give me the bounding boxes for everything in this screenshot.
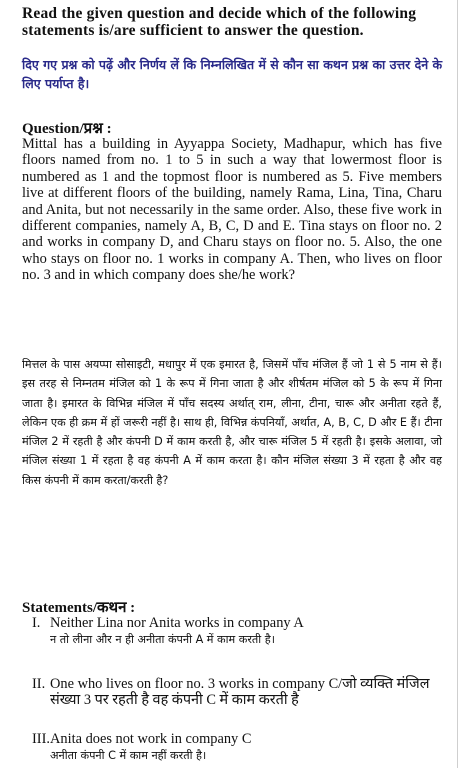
statements-heading: Statements/कथन : [22, 600, 136, 616]
statement-text-hindi: न तो लीना और न ही अनीता कंपनी A में काम करती है। [50, 633, 275, 647]
instructions-hindi: दिए गए प्रश्न को पढ़ें और निर्णय लें कि निम्नलिखित में से कौन सा कथन प्रश्न का उत्तर देने के लिए पर्याप्त है। [22, 57, 443, 91]
statement-text-hindi: अनीता कंपनी C में काम नहीं करती है। [50, 749, 207, 763]
statement-text-english: Neither Lina nor Anita works in company A [50, 615, 304, 631]
statement-number: II. [32, 676, 46, 692]
statement-text-english: One who lives on floor no. 3 works in company C/जो व्यक्ति मंजिल संख्या 3 पर रहती है वह कंपनी C में काम करती है [50, 676, 430, 709]
question-text-hindi: मित्तल के पास अयप्पा सोसाइटी, मधापुर में एक इमारत है, जिसमें पाँच मंजिल हैं जो 1 से 5 नाम से हैं। इस तरह से निम्नतम मंजिल को 1 के रूप में गिना जाता है और शीर्षतम मंजिल को 5 के रूप में गिना जाता है। इमारत के विभिन्न मंजिल में पाँच सदस्य अर्थात् राम, लीना, टीना, चारू और अनीता रहते हैं, लेकिन एक ही क्रम में हों जरूरी नहीं है। साथ ही, विभिन्न कंपनियाँ, अर्थात, A, B, C, D और E हैं। टीना मंजिल 2 में रहती है और कंपनी D में काम करती है, और चारू मंजिल 5 में रहती है। इसके अलावा, जो मंजिल संख्या 1 में रहता है वह कंपनी A में काम करता है। कौन मंजिल संख्या 3 में रहता है और वह किस कंपनी में काम करता/करती है? [22, 358, 442, 487]
question-heading: Question/प्रश्न : [22, 121, 112, 137]
instructions-english: Read the given question and decide which of the following statements is/are sufficient to answer the question. [22, 5, 417, 39]
question-text-english: Mittal has a building in Ayyappa Society, Madhapur, which has five floors named from no. 1 to 5 in such a way that lowermost floor is numbered as 1 and the topmost floor is numbered as 5. Five members live at different floors of the building, namely Rama, Lina, Tina, Charu and Anita, but not necessarily in the same order. Also, these five work in different companies, namely A, B, C, D and E. Tina stays on floor no. 2 and works in company D, and Charu stays on floor no. 5. Also, the one who stays on floor no. 1 works in company A. Then, who lives on floor no. 3 and in which company does she/he work? [22, 136, 442, 284]
statement-number: III. [32, 731, 50, 747]
statement-number: I. [32, 615, 41, 631]
statement-text-english: Anita does not work in company C [50, 731, 252, 747]
